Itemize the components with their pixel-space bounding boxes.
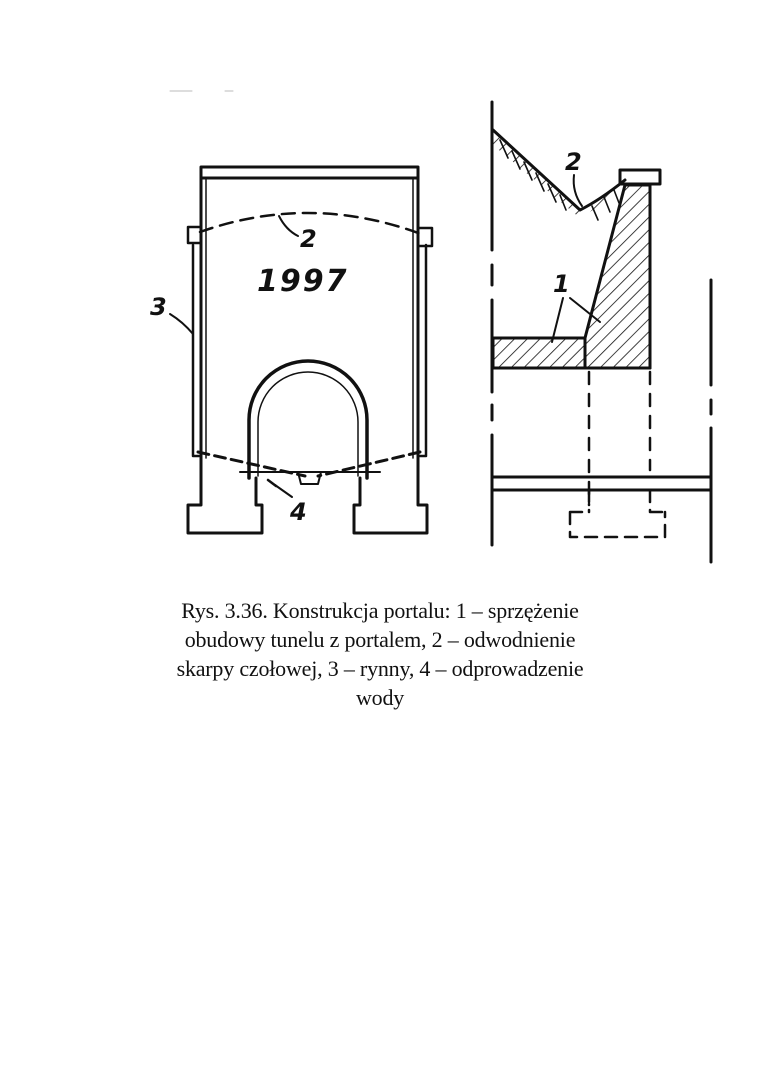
caption-line: Rys. 3.36. Konstrukcja portalu: 1 – sprzężenie: [181, 598, 579, 623]
hidden-footing: [570, 490, 665, 537]
gutter-right: [420, 245, 426, 456]
callout-4-leader: [275, 485, 292, 497]
callout-1-side: 1: [553, 270, 570, 298]
side-view: [492, 102, 711, 562]
callout-1-leader-a: [552, 298, 563, 342]
tunnel-opening-inner: [258, 372, 358, 476]
caption-line: obudowy tunelu z portalem, 2 – odwodnienie: [184, 627, 576, 652]
portal-wall-outline: [201, 178, 418, 460]
year-label: 1997: [257, 264, 349, 299]
caption-line: wody: [355, 685, 405, 710]
callout-2-leader-front: [279, 216, 298, 236]
left-footing: [188, 460, 262, 533]
wall-top-cap: [620, 170, 660, 184]
portal-top-cap: [201, 167, 418, 178]
callout-3-leader: [170, 314, 193, 334]
callout-2-leader-side: [574, 175, 582, 206]
callout-2-side: 2: [565, 148, 582, 176]
callout-4-arrow: [268, 480, 276, 486]
right-footing: [354, 460, 427, 533]
front-view: [170, 91, 432, 533]
slope-terrain-hatch: [493, 132, 625, 218]
callout-4: 4: [290, 498, 307, 526]
gutter-left: [193, 245, 199, 456]
tunnel-opening-outer: [249, 361, 367, 478]
left-ear-block: [188, 227, 201, 243]
tunnel-lining-slab: [493, 338, 585, 368]
right-ear-block: [418, 228, 432, 246]
figure-caption: [120, 596, 640, 712]
callout-2-front: 2: [300, 225, 317, 253]
callout-3: 3: [150, 293, 167, 321]
caption-line: skarpy czołowej, 3 – rynny, 4 – odprowadzenie: [176, 656, 584, 681]
